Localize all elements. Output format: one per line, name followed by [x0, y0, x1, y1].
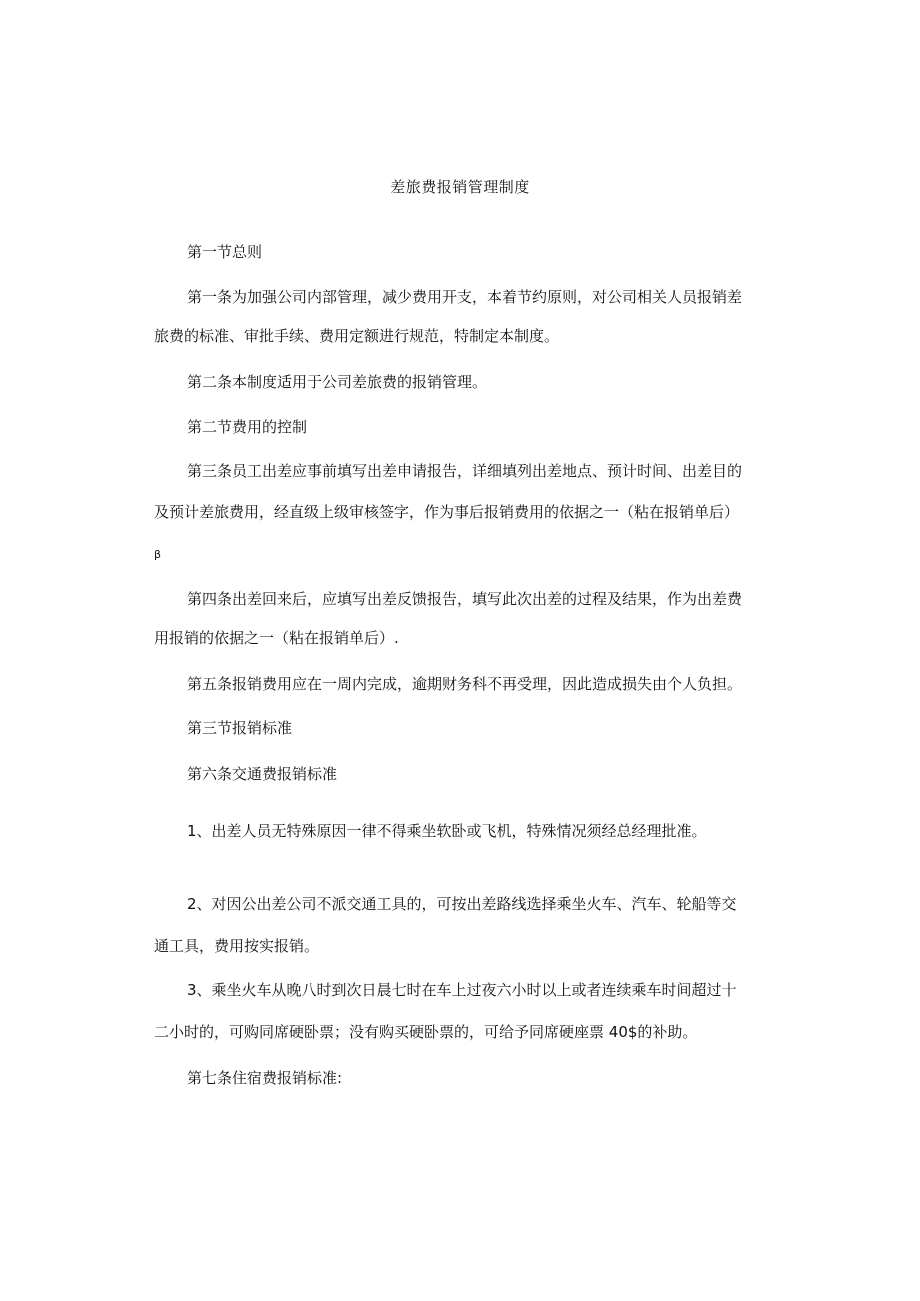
list-item-1: 1、出差人员无特殊原因一律不得乘坐软卧或飞机，特殊情况须经总经理批准。 [187, 822, 707, 840]
list-item-2-line-2: 通工具，费用按实报销。 [154, 937, 320, 955]
list-item-3-line-1: 3、乘坐火车从晚八时到次日晨七时在车上过夜六小时以上或者连续乘车时间超过十 [187, 981, 737, 999]
article-3-line-1: 第三条员工出差应事前填写出差申请报告，详细填列出差地点、预计时间、出差目的 [187, 462, 743, 480]
list-item-3-line-2: 二小时的，可购同席硬卧票；没有购买硬卧票的，可给予同席硬座票 40$的补助。 [154, 1023, 698, 1041]
section-heading-1: 第一节总则 [187, 243, 263, 261]
article-1-line-1: 第一条为加强公司内部管理，减少费用开支，本着节约原则，对公司相关人员报销差 [187, 288, 743, 306]
article-2: 第二条本制度适用于公司差旅费的报销管理。 [187, 373, 488, 391]
article-4-line-1: 第四条出差回来后，应填写出差反馈报告，填写此次出差的过程及结果，作为出差费 [187, 590, 743, 608]
article-4-line-2: 用报销的依据之一（粘在报销单后）. [154, 629, 399, 647]
section-heading-2: 第二节费用的控制 [187, 418, 308, 436]
list-item-2-line-1: 2、对因公出差公司不派交通工具的，可按出差路线选择乘坐火车、汽车、轮船等交 [187, 895, 737, 913]
article-1-line-2: 旅费的标准、审批手续、费用定额进行规范，特制定本制度。 [154, 327, 560, 345]
article-7: 第七条住宿费报销标准: [187, 1069, 343, 1087]
article-5: 第五条报销费用应在一周内完成，逾期财务科不再受理，因此造成损失由个人负担。 [187, 675, 743, 693]
article-6: 第六条交通费报销标准 [187, 765, 338, 783]
page-title: 差旅费报销管理制度 [390, 178, 530, 196]
article-3-line-2: 及预计差旅费用，经直级上级审核签字，作为事后报销费用的依据之一（粘在报销单后） [154, 503, 740, 521]
section-heading-3: 第三节报销标准 [187, 719, 293, 737]
stray-mark: β [154, 548, 162, 561]
